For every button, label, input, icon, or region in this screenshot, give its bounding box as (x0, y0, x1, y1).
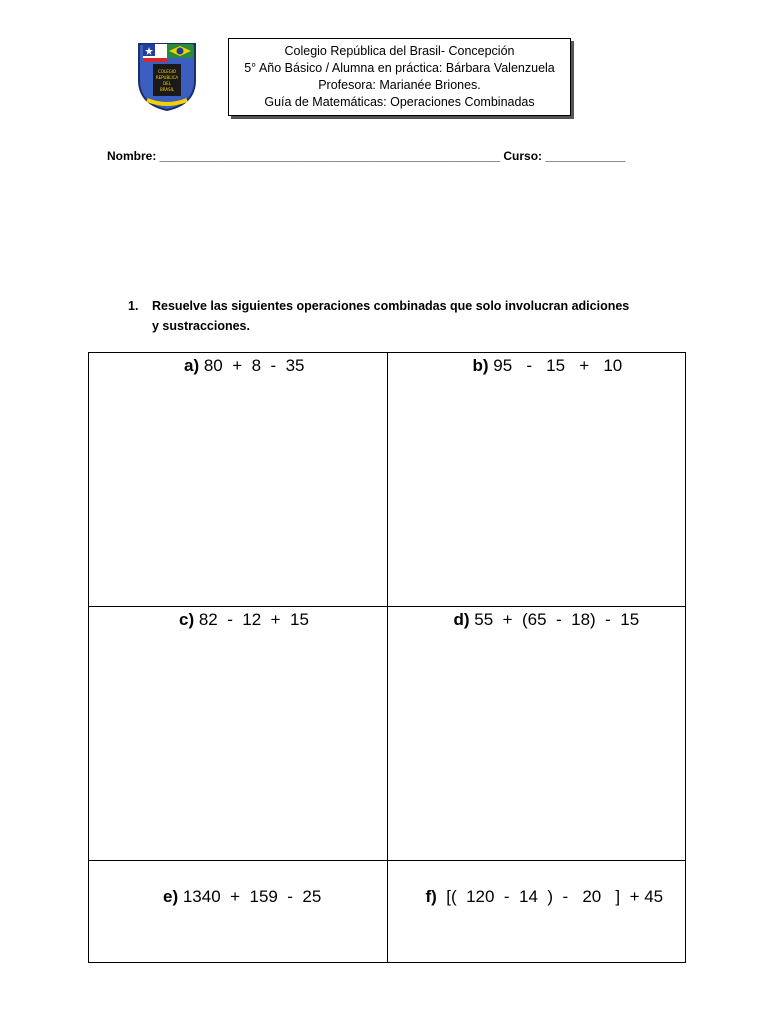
guide-title: Guía de Matemáticas: Operaciones Combinadas (264, 95, 535, 109)
course-line: 5° Año Básico / Alumna en práctica: Bárbara Valenzuela (244, 61, 555, 75)
exercise-cell-a[interactable] (89, 353, 388, 607)
svg-text:COLEGIO: COLEGIO (157, 69, 177, 74)
exercise-f: f) [( 120 - 14 ) - 20 ] + 45 (425, 887, 664, 906)
teacher-line: Profesora: Marianée Briones. (318, 78, 481, 92)
exercise-cell-d[interactable] (387, 607, 686, 861)
header-box (228, 38, 571, 116)
exercise-cell-b[interactable] (387, 353, 686, 607)
exercise-e: e) 1340 + 159 - 25 (163, 887, 322, 906)
svg-text:BRASIL: BRASIL (159, 87, 175, 92)
question-text: Resuelve las siguientes operaciones combinadas que solo involucran adiciones y sustracciones. (152, 299, 630, 333)
svg-text:REPUBLICA: REPUBLICA (155, 75, 179, 80)
question-1 (128, 296, 638, 336)
question-number: 1. (128, 299, 139, 313)
exercise-grid (88, 352, 686, 963)
exercise-d: d) 55 + (65 - 18) - 15 (453, 610, 640, 629)
exercise-a: a) 80 + 8 - 35 (184, 356, 305, 375)
student-name-line: Nombre: ___________________________________________________ Curso: ____________ (107, 149, 626, 163)
exercise-b: b) 95 - 15 + 10 (472, 356, 623, 375)
exercise-cell-e[interactable] (89, 861, 388, 963)
school-logo (133, 38, 201, 112)
exercise-cell-c[interactable] (89, 607, 388, 861)
svg-text:DEL: DEL (163, 81, 171, 86)
exercise-cell-f[interactable] (387, 861, 686, 963)
school-name: Colegio República del Brasil- Concepción (284, 44, 515, 58)
exercise-c: c) 82 - 12 + 15 (179, 610, 309, 629)
